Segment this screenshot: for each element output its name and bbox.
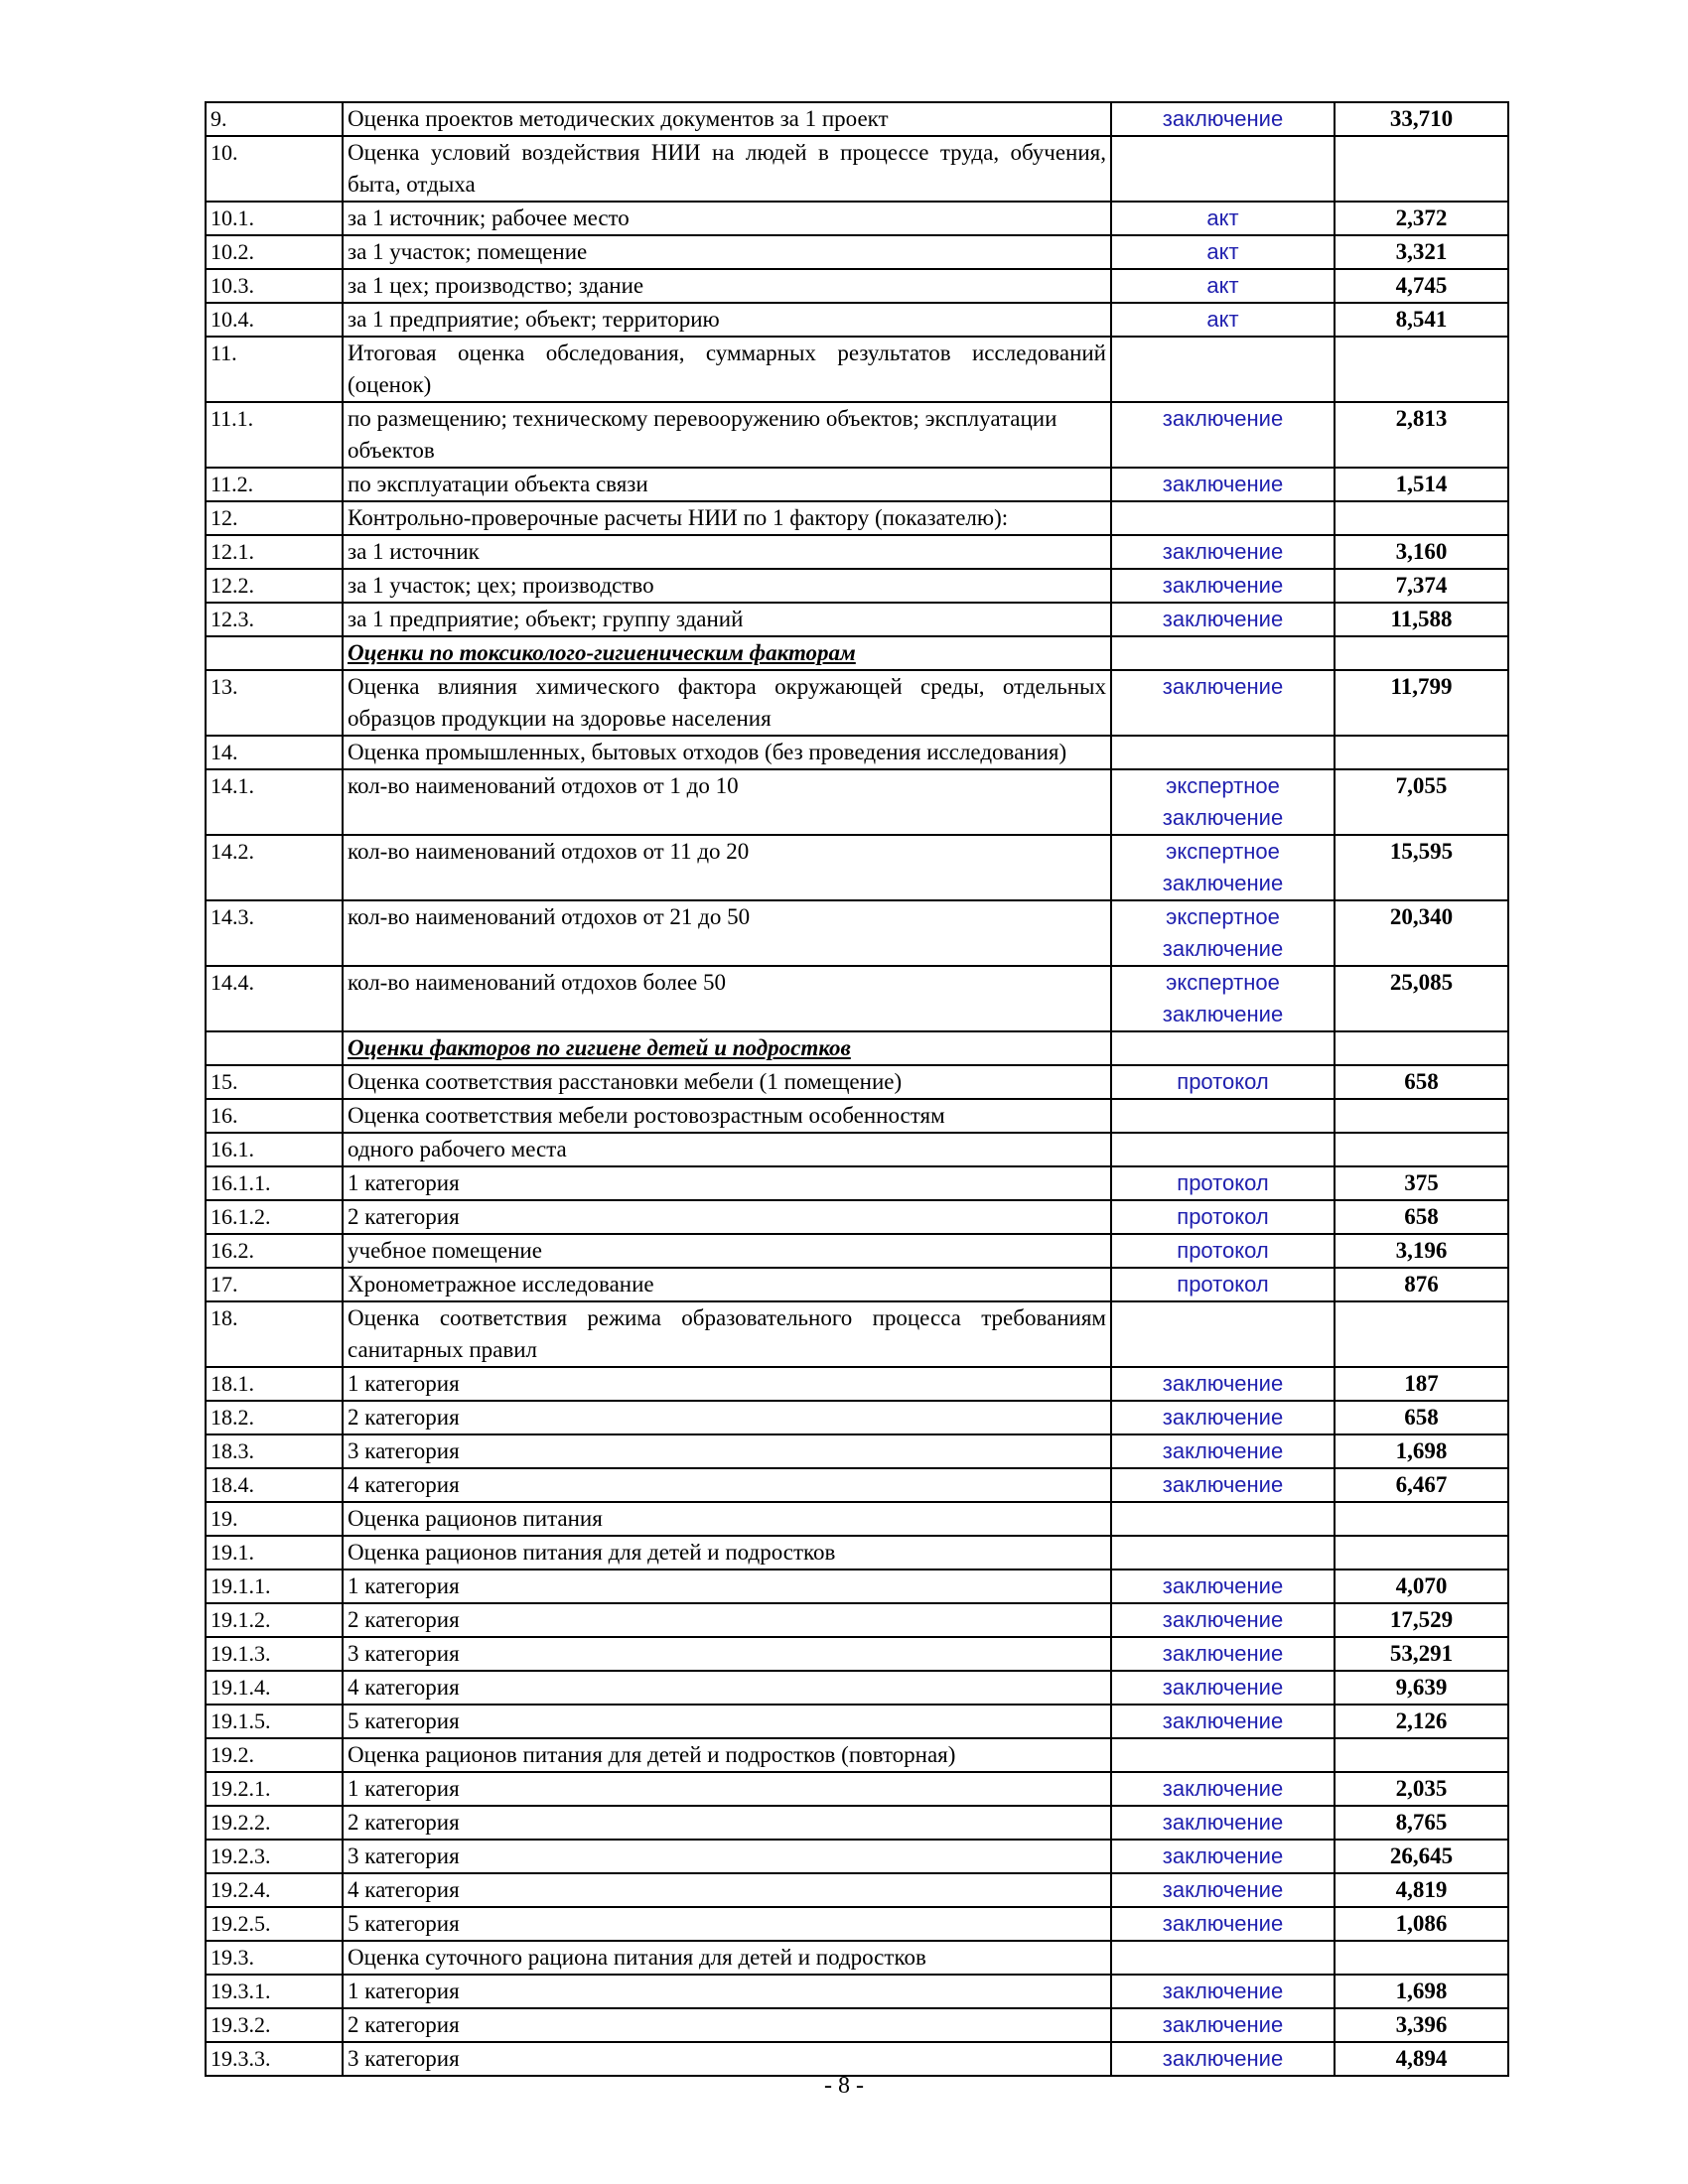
- table-row: [206, 1873, 1508, 1907]
- item-description-cell: Оценка соответствия мебели ростовозрастным особенностям: [343, 1099, 1111, 1133]
- price-cell: 187: [1335, 1367, 1508, 1401]
- item-description-cell: Оценка соответствия расстановки мебели (1 помещение): [343, 1065, 1111, 1099]
- document-type-cell: [1111, 1031, 1335, 1065]
- item-description-cell: кол-во наименований отдохов от 21 до 50: [343, 900, 1111, 966]
- item-description-cell: 2 категория: [343, 2008, 1111, 2042]
- item-number-cell: 18.3.: [206, 1434, 343, 1468]
- price-cell: 2,813: [1335, 402, 1508, 468]
- document-type-cell: заключение: [1111, 1806, 1335, 1840]
- item-description-cell: по размещению; техническому перевооружению объектов; эксплуатации объектов: [343, 402, 1111, 468]
- table-row: [206, 1434, 1508, 1468]
- item-description-cell: 2 категория: [343, 1603, 1111, 1637]
- price-cell: [1335, 1738, 1508, 1772]
- item-number-cell: 16.: [206, 1099, 343, 1133]
- table-row: [206, 835, 1508, 900]
- item-description-cell: кол-во наименований отдохов более 50: [343, 966, 1111, 1031]
- price-cell: [1335, 501, 1508, 535]
- table-row: [206, 235, 1508, 269]
- document-type-cell: [1111, 136, 1335, 202]
- price-cell: 2,126: [1335, 1705, 1508, 1738]
- section-header-row: [206, 1031, 1508, 1065]
- item-number-cell: 19.2.: [206, 1738, 343, 1772]
- table-row: [206, 202, 1508, 235]
- document-type-cell: протокол: [1111, 1268, 1335, 1301]
- document-type-cell: протокол: [1111, 1234, 1335, 1268]
- table-row: [206, 603, 1508, 636]
- table-row: [206, 1367, 1508, 1401]
- item-number-cell: 19.2.4.: [206, 1873, 343, 1907]
- table-row: [206, 402, 1508, 468]
- item-number-cell: 19.2.5.: [206, 1907, 343, 1941]
- table-row: [206, 2008, 1508, 2042]
- section-header-row: [206, 636, 1508, 670]
- document-type-cell: заключение: [1111, 1434, 1335, 1468]
- price-cell: 2,035: [1335, 1772, 1508, 1806]
- table-row: [206, 535, 1508, 569]
- price-cell: 658: [1335, 1200, 1508, 1234]
- item-description-cell: 1 категория: [343, 1166, 1111, 1200]
- price-list-table: [205, 101, 1509, 2077]
- item-description-cell: Оценка суточного рациона питания для детей и подростков: [343, 1941, 1111, 1975]
- price-cell: 7,055: [1335, 769, 1508, 835]
- document-type-cell: [1111, 1301, 1335, 1367]
- table-row: [206, 1133, 1508, 1166]
- item-number-cell: 19.1.5.: [206, 1705, 343, 1738]
- item-description-cell: 1 категория: [343, 1975, 1111, 2008]
- table-row: [206, 1806, 1508, 1840]
- item-description-cell: кол-во наименований отдохов от 11 до 20: [343, 835, 1111, 900]
- table-row: [206, 1200, 1508, 1234]
- item-description-cell: 5 категория: [343, 1907, 1111, 1941]
- item-number-cell: 14.: [206, 736, 343, 769]
- price-cell: 53,291: [1335, 1637, 1508, 1671]
- document-type-cell: заключение: [1111, 670, 1335, 736]
- table-row: [206, 966, 1508, 1031]
- document-type-cell: заключение: [1111, 1468, 1335, 1502]
- item-number-cell: 18.: [206, 1301, 343, 1367]
- price-cell: 8,765: [1335, 1806, 1508, 1840]
- price-cell: 33,710: [1335, 102, 1508, 136]
- document-type-cell: экспертное заключение: [1111, 966, 1335, 1031]
- item-description-cell: за 1 цех; производство; здание: [343, 269, 1111, 303]
- item-description-cell: Оценка рационов питания: [343, 1502, 1111, 1536]
- item-description-cell: одного рабочего места: [343, 1133, 1111, 1166]
- item-number-cell: 19.1.4.: [206, 1671, 343, 1705]
- table-row: [206, 501, 1508, 535]
- item-number-cell: 12.: [206, 501, 343, 535]
- item-number-cell: 19.1.3.: [206, 1637, 343, 1671]
- price-cell: 25,085: [1335, 966, 1508, 1031]
- document-type-cell: экспертное заключение: [1111, 900, 1335, 966]
- document-type-cell: заключение: [1111, 1603, 1335, 1637]
- price-cell: 20,340: [1335, 900, 1508, 966]
- item-number-cell: 10.: [206, 136, 343, 202]
- table-row: [206, 1941, 1508, 1975]
- item-number-cell: 14.2.: [206, 835, 343, 900]
- table-row: [206, 1570, 1508, 1603]
- document-type-cell: заключение: [1111, 1367, 1335, 1401]
- table-row: [206, 1166, 1508, 1200]
- document-type-cell: заключение: [1111, 1873, 1335, 1907]
- item-description-cell: Итоговая оценка обследования, суммарных результатов исследований (оценок): [343, 337, 1111, 402]
- item-description-cell: 3 категория: [343, 2042, 1111, 2076]
- table-row: [206, 1772, 1508, 1806]
- price-cell: 1,514: [1335, 468, 1508, 501]
- item-description-cell: кол-во наименований отдохов от 1 до 10: [343, 769, 1111, 835]
- document-type-cell: заключение: [1111, 1975, 1335, 2008]
- price-cell: [1335, 736, 1508, 769]
- document-type-cell: протокол: [1111, 1200, 1335, 1234]
- item-number-cell: 10.2.: [206, 235, 343, 269]
- price-cell: [1335, 1133, 1508, 1166]
- document-type-cell: акт: [1111, 235, 1335, 269]
- table-row: [206, 1268, 1508, 1301]
- item-description-cell: за 1 участок; помещение: [343, 235, 1111, 269]
- document-type-cell: заключение: [1111, 1907, 1335, 1941]
- table-row: [206, 1907, 1508, 1941]
- price-list-body: [206, 102, 1508, 2076]
- item-number-cell: 14.1.: [206, 769, 343, 835]
- price-cell: 1,698: [1335, 1975, 1508, 2008]
- table-row: [206, 136, 1508, 202]
- item-description-cell: 2 категория: [343, 1200, 1111, 1234]
- table-row: [206, 736, 1508, 769]
- item-number-cell: 19.3.: [206, 1941, 343, 1975]
- price-cell: 17,529: [1335, 1603, 1508, 1637]
- item-number-cell: 19.1.1.: [206, 1570, 343, 1603]
- document-type-cell: [1111, 337, 1335, 402]
- item-description-cell: за 1 источник: [343, 535, 1111, 569]
- table-row: [206, 1536, 1508, 1570]
- document-type-cell: заключение: [1111, 468, 1335, 501]
- item-description-cell: Оценка рационов питания для детей и подростков: [343, 1536, 1111, 1570]
- item-number-cell: 16.1.: [206, 1133, 343, 1166]
- item-description-cell: по эксплуатации объекта связи: [343, 468, 1111, 501]
- table-row: [206, 1301, 1508, 1367]
- item-number-cell: 14.3.: [206, 900, 343, 966]
- price-cell: 4,894: [1335, 2042, 1508, 2076]
- item-description-cell: 4 категория: [343, 1468, 1111, 1502]
- item-description-cell: 3 категория: [343, 1637, 1111, 1671]
- item-description-cell: Оценка промышленных, бытовых отходов (без проведения исследования): [343, 736, 1111, 769]
- item-number-cell: 9.: [206, 102, 343, 136]
- table-row: [206, 1840, 1508, 1873]
- price-cell: [1335, 1099, 1508, 1133]
- page-number: - 8 -: [824, 2073, 864, 2099]
- document-type-cell: акт: [1111, 202, 1335, 235]
- item-description-cell: 2 категория: [343, 1401, 1111, 1434]
- price-cell: [1335, 1031, 1508, 1065]
- price-cell: 4,070: [1335, 1570, 1508, 1603]
- item-number-cell: 12.2.: [206, 569, 343, 603]
- item-description-cell: Оценки по токсиколого-гигиеническим факторам: [343, 636, 1111, 670]
- item-number-cell: 12.1.: [206, 535, 343, 569]
- item-number-cell: 18.1.: [206, 1367, 343, 1401]
- item-description-cell: 5 категория: [343, 1705, 1111, 1738]
- document-type-cell: акт: [1111, 303, 1335, 337]
- item-description-cell: 2 категория: [343, 1806, 1111, 1840]
- price-cell: 3,196: [1335, 1234, 1508, 1268]
- price-cell: 2,372: [1335, 202, 1508, 235]
- item-number-cell: 12.3.: [206, 603, 343, 636]
- item-number-cell: 11.1.: [206, 402, 343, 468]
- item-description-cell: Контрольно-проверочные расчеты НИИ по 1 фактору (показателю):: [343, 501, 1111, 535]
- price-cell: [1335, 1502, 1508, 1536]
- item-number-cell: 11.2.: [206, 468, 343, 501]
- price-cell: 11,799: [1335, 670, 1508, 736]
- document-type-cell: заключение: [1111, 1840, 1335, 1873]
- price-cell: [1335, 1941, 1508, 1975]
- item-description-cell: 3 категория: [343, 1434, 1111, 1468]
- item-number-cell: 16.1.1.: [206, 1166, 343, 1200]
- document-type-cell: заключение: [1111, 535, 1335, 569]
- table-row: [206, 269, 1508, 303]
- document-type-cell: [1111, 501, 1335, 535]
- document-type-cell: заключение: [1111, 1772, 1335, 1806]
- document-type-cell: заключение: [1111, 569, 1335, 603]
- item-description-cell: Оценка условий воздействия НИИ на людей в процессе труда, обучения, быта, отдыха: [343, 136, 1111, 202]
- item-description-cell: за 1 предприятие; объект; территорию: [343, 303, 1111, 337]
- document-type-cell: [1111, 736, 1335, 769]
- price-cell: 4,745: [1335, 269, 1508, 303]
- price-cell: 15,595: [1335, 835, 1508, 900]
- item-description-cell: Оценка проектов методических документов за 1 проект: [343, 102, 1111, 136]
- table-row: [206, 1705, 1508, 1738]
- table-row: [206, 1603, 1508, 1637]
- table-row: [206, 2042, 1508, 2076]
- table-row: [206, 1401, 1508, 1434]
- table-row: [206, 1502, 1508, 1536]
- document-type-cell: акт: [1111, 269, 1335, 303]
- document-type-cell: заключение: [1111, 1637, 1335, 1671]
- price-cell: 375: [1335, 1166, 1508, 1200]
- document-type-cell: заключение: [1111, 2042, 1335, 2076]
- item-number-cell: 10.1.: [206, 202, 343, 235]
- table-row: [206, 337, 1508, 402]
- document-type-cell: заключение: [1111, 402, 1335, 468]
- price-cell: 3,160: [1335, 535, 1508, 569]
- item-number-cell: 16.1.2.: [206, 1200, 343, 1234]
- document-type-cell: заключение: [1111, 1705, 1335, 1738]
- item-number-cell: 18.4.: [206, 1468, 343, 1502]
- price-cell: 1,698: [1335, 1434, 1508, 1468]
- item-number-cell: 19.2.2.: [206, 1806, 343, 1840]
- item-description-cell: учебное помещение: [343, 1234, 1111, 1268]
- item-description-cell: Оценка рационов питания для детей и подростков (повторная): [343, 1738, 1111, 1772]
- table-row: [206, 102, 1508, 136]
- item-number-cell: 17.: [206, 1268, 343, 1301]
- table-row: [206, 1065, 1508, 1099]
- table-row: [206, 670, 1508, 736]
- document-type-cell: [1111, 1502, 1335, 1536]
- item-description-cell: Оценка соответствия режима образовательного процесса требованиям санитарных правил: [343, 1301, 1111, 1367]
- price-cell: 658: [1335, 1401, 1508, 1434]
- price-cell: 7,374: [1335, 569, 1508, 603]
- document-type-cell: [1111, 636, 1335, 670]
- document-type-cell: заключение: [1111, 603, 1335, 636]
- document-type-cell: заключение: [1111, 1570, 1335, 1603]
- table-row: [206, 1738, 1508, 1772]
- item-description-cell: Оценка влияния химического фактора окружающей среды, отдельных образцов продукции на здоровье населения: [343, 670, 1111, 736]
- item-description-cell: Оценки факторов по гигиене детей и подростков: [343, 1031, 1111, 1065]
- document-type-cell: [1111, 1133, 1335, 1166]
- price-cell: [1335, 1536, 1508, 1570]
- item-number-cell: 18.2.: [206, 1401, 343, 1434]
- table-row: [206, 1099, 1508, 1133]
- price-cell: [1335, 337, 1508, 402]
- table-row: [206, 1671, 1508, 1705]
- price-cell: 6,467: [1335, 1468, 1508, 1502]
- item-number-cell: 19.3.1.: [206, 1975, 343, 2008]
- price-cell: [1335, 636, 1508, 670]
- document-type-cell: протокол: [1111, 1166, 1335, 1200]
- table-row: [206, 1637, 1508, 1671]
- item-description-cell: 1 категория: [343, 1570, 1111, 1603]
- price-cell: 876: [1335, 1268, 1508, 1301]
- document-type-cell: заключение: [1111, 1401, 1335, 1434]
- item-number-cell: 14.4.: [206, 966, 343, 1031]
- document-type-cell: заключение: [1111, 102, 1335, 136]
- table-row: [206, 900, 1508, 966]
- item-number-cell: 10.3.: [206, 269, 343, 303]
- table-row: [206, 1468, 1508, 1502]
- table-row: [206, 1975, 1508, 2008]
- document-type-cell: [1111, 1099, 1335, 1133]
- table-row: [206, 303, 1508, 337]
- item-description-cell: Хронометражное исследование: [343, 1268, 1111, 1301]
- item-number-cell: 19.2.1.: [206, 1772, 343, 1806]
- document-type-cell: заключение: [1111, 2008, 1335, 2042]
- document-type-cell: экспертное заключение: [1111, 835, 1335, 900]
- table-row: [206, 769, 1508, 835]
- document-type-cell: протокол: [1111, 1065, 1335, 1099]
- item-number-cell: 10.4.: [206, 303, 343, 337]
- item-description-cell: 4 категория: [343, 1873, 1111, 1907]
- price-cell: [1335, 1301, 1508, 1367]
- price-cell: 9,639: [1335, 1671, 1508, 1705]
- price-cell: 658: [1335, 1065, 1508, 1099]
- item-description-cell: 3 категория: [343, 1840, 1111, 1873]
- document-type-cell: [1111, 1536, 1335, 1570]
- item-number-cell: 15.: [206, 1065, 343, 1099]
- item-number-cell: 19.: [206, 1502, 343, 1536]
- item-number-cell: 19.1.2.: [206, 1603, 343, 1637]
- item-description-cell: за 1 участок; цех; производство: [343, 569, 1111, 603]
- item-number-cell: 19.2.3.: [206, 1840, 343, 1873]
- price-cell: 3,396: [1335, 2008, 1508, 2042]
- item-number-cell: 11.: [206, 337, 343, 402]
- item-number-cell: 13.: [206, 670, 343, 736]
- table-row: [206, 468, 1508, 501]
- document-type-cell: [1111, 1738, 1335, 1772]
- document-type-cell: заключение: [1111, 1671, 1335, 1705]
- item-number-cell: 19.1.: [206, 1536, 343, 1570]
- item-description-cell: 1 категория: [343, 1367, 1111, 1401]
- price-cell: 3,321: [1335, 235, 1508, 269]
- item-number-cell: [206, 1031, 343, 1065]
- item-number-cell: 19.3.2.: [206, 2008, 343, 2042]
- item-description-cell: за 1 источник; рабочее место: [343, 202, 1111, 235]
- document-type-cell: экспертное заключение: [1111, 769, 1335, 835]
- document-type-cell: [1111, 1941, 1335, 1975]
- price-cell: 26,645: [1335, 1840, 1508, 1873]
- item-number-cell: 16.2.: [206, 1234, 343, 1268]
- table-row: [206, 1234, 1508, 1268]
- item-description-cell: 1 категория: [343, 1772, 1111, 1806]
- price-cell: [1335, 136, 1508, 202]
- item-number-cell: 19.3.3.: [206, 2042, 343, 2076]
- price-cell: 4,819: [1335, 1873, 1508, 1907]
- table-row: [206, 569, 1508, 603]
- price-cell: 8,541: [1335, 303, 1508, 337]
- price-cell: 11,588: [1335, 603, 1508, 636]
- item-description-cell: 4 категория: [343, 1671, 1111, 1705]
- item-number-cell: [206, 636, 343, 670]
- item-description-cell: за 1 предприятие; объект; группу зданий: [343, 603, 1111, 636]
- price-cell: 1,086: [1335, 1907, 1508, 1941]
